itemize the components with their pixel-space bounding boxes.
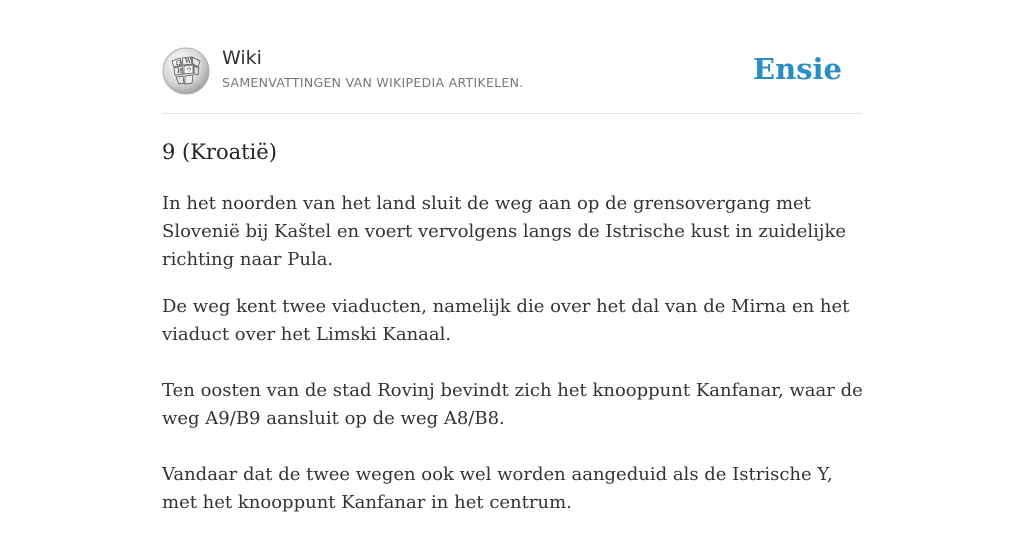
svg-text:ウ: ウ [186, 67, 193, 74]
page [162, 0, 863, 513]
article-title: 9 (Kroatië) [162, 140, 277, 164]
article-body [162, 190, 867, 536]
svg-text:W: W [185, 58, 192, 65]
site-header [162, 0, 862, 114]
paragraph-2: De weg kent twee viaducten, namelijk die over het dal van de Mirna en het viaduct over het Limski Kanaal. Ten oosten van de stad Rovinj bevindt zich het knooppunt Kanfanar, waar de weg A9/B9 aansluit op de weg A8/B8. Vandaar dat de twee wegen ook wel worden aangeduid als de Istrische Y, met het knooppunt Kanfanar in het centrum. [162, 296, 863, 513]
brand-logo-link[interactable]: Ensie [753, 52, 842, 86]
site-tagline: SAMENVATTINGEN VAN WIKIPEDIA ARTIKELEN. [222, 75, 524, 90]
svg-text:И: И [177, 68, 183, 75]
paragraph-1: In het noorden van het land sluit de weg aan op de grensovergang met Slovenië bij Kaštel en voert vervolgens langs de Istrische kust in zuidelijke richting naar Pula. [162, 193, 847, 270]
site-title[interactable]: Wiki [222, 47, 262, 69]
wikipedia-globe-icon[interactable] [162, 47, 210, 95]
svg-text:Ω: Ω [176, 60, 181, 67]
